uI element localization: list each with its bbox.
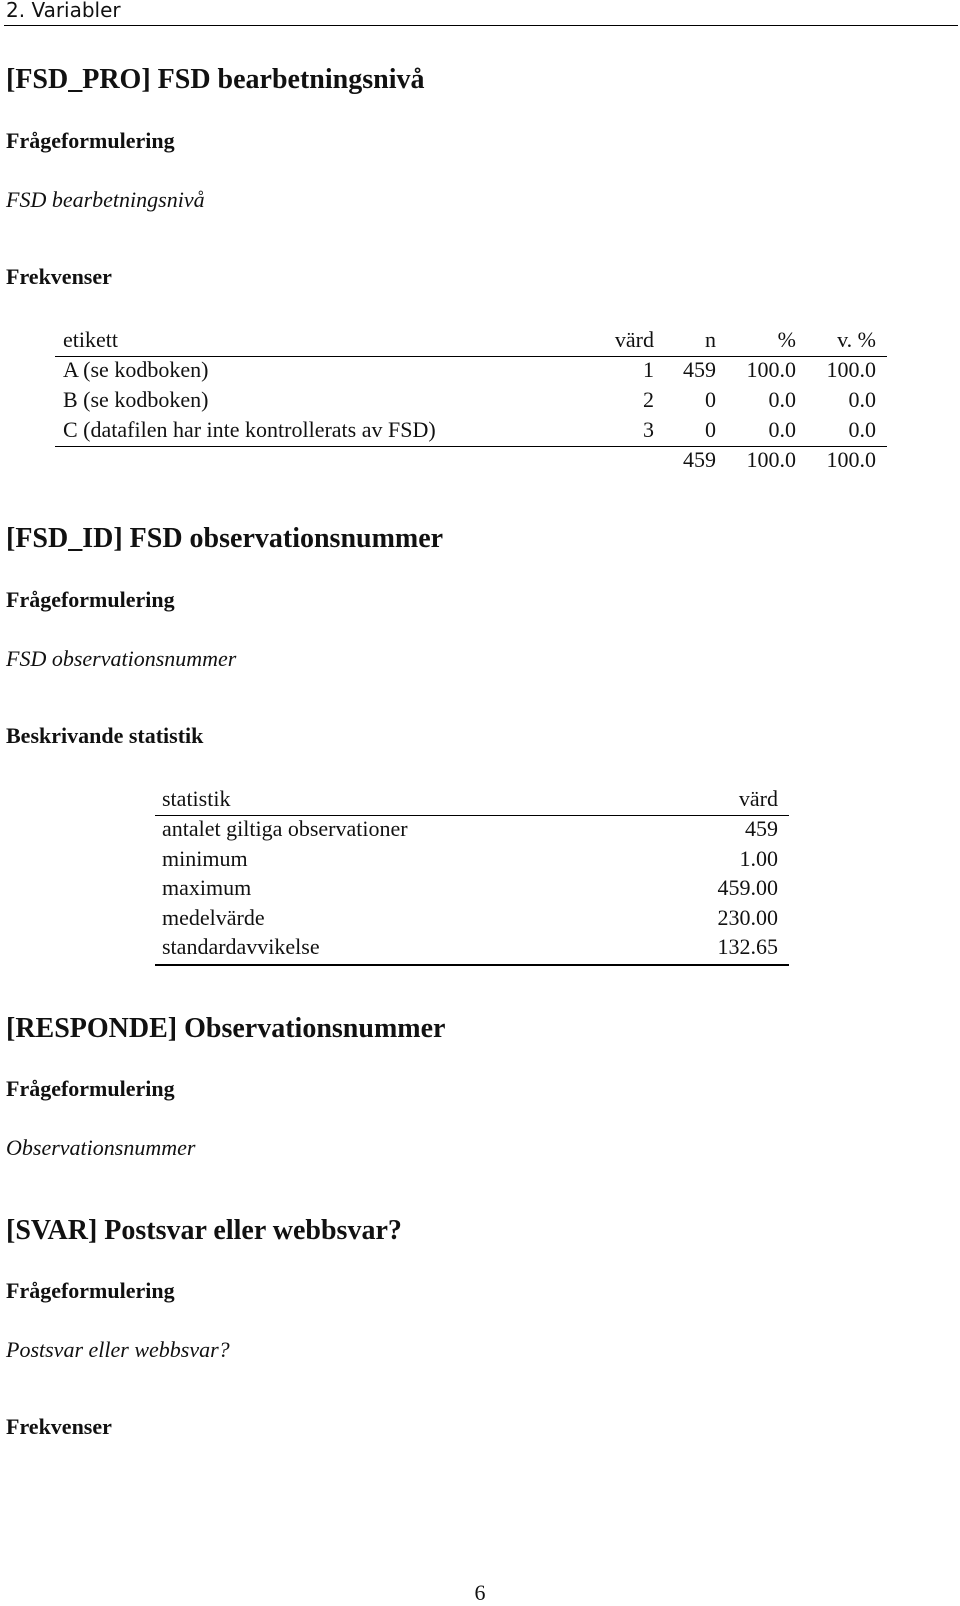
table-cell: maximum [162, 875, 252, 900]
page-number: 6 [474, 1580, 486, 1605]
table-cell: 1 [643, 357, 654, 382]
table-cell: 0.0 [848, 417, 876, 442]
table-cell: A (se kodboken) [63, 357, 209, 382]
column-header: n [705, 327, 716, 352]
column-header: % [777, 327, 796, 352]
table-cell: minimum [162, 846, 248, 871]
question-heading: Frågeformulering [6, 128, 175, 153]
table-cell: standardavvikelse [162, 934, 320, 959]
variable-title: [FSD_ID] FSD observationsnummer [6, 523, 444, 554]
question-text: Observationsnummer [6, 1135, 196, 1160]
table-cell: 2 [643, 387, 654, 412]
variable-title: [SVAR] Postsvar eller webbsvar? [6, 1215, 402, 1246]
frequency-heading: Frekvenser [6, 1414, 112, 1439]
column-header: etikett [63, 327, 118, 352]
question-heading: Frågeformulering [6, 1076, 175, 1101]
table-total: 100.0 [826, 447, 876, 472]
table-total: 459 [683, 447, 716, 472]
table-cell: 459 [683, 357, 716, 382]
table-cell: 0 [705, 417, 716, 442]
column-header: statistik [162, 786, 231, 811]
table-cell: 0 [705, 387, 716, 412]
table-total: 100.0 [746, 447, 796, 472]
column-header: värd [614, 327, 654, 352]
question-heading: Frågeformulering [6, 1278, 175, 1303]
table-cell: 230.00 [717, 905, 778, 930]
table-cell: 0.0 [768, 417, 796, 442]
question-text: FSD observationsnummer [6, 646, 237, 671]
column-header: v. % [837, 327, 876, 352]
table-cell: C (datafilen har inte kontrollerats av FSD) [63, 417, 436, 442]
table-cell: 132.65 [717, 934, 778, 959]
table-rule [155, 964, 789, 966]
header-rule [4, 25, 958, 26]
question-text: FSD bearbetningsnivå [6, 187, 205, 212]
table-cell: 3 [643, 417, 654, 442]
column-header: värd [738, 786, 778, 811]
variable-title: [RESPONDE] Observationsnummer [6, 1013, 446, 1044]
statistics-heading: Beskrivande statistik [6, 723, 204, 748]
table-cell: 459.00 [717, 875, 778, 900]
table-cell: 0.0 [848, 387, 876, 412]
table-cell: 0.0 [768, 387, 796, 412]
table-cell: antalet giltiga observationer [162, 816, 408, 841]
question-heading: Frågeformulering [6, 587, 175, 612]
question-text: Postsvar eller webbsvar? [6, 1337, 230, 1362]
table-cell: 459 [745, 816, 778, 841]
running-head: 2. Variabler [6, 0, 121, 22]
table-cell: 1.00 [739, 846, 778, 871]
table-cell: 100.0 [826, 357, 876, 382]
variable-title: [FSD_PRO] FSD bearbetningsnivå [6, 64, 425, 95]
table-cell: B (se kodboken) [63, 387, 209, 412]
table-cell: 100.0 [746, 357, 796, 382]
table-cell: medelvärde [162, 905, 265, 930]
frequency-heading: Frekvenser [6, 264, 112, 289]
